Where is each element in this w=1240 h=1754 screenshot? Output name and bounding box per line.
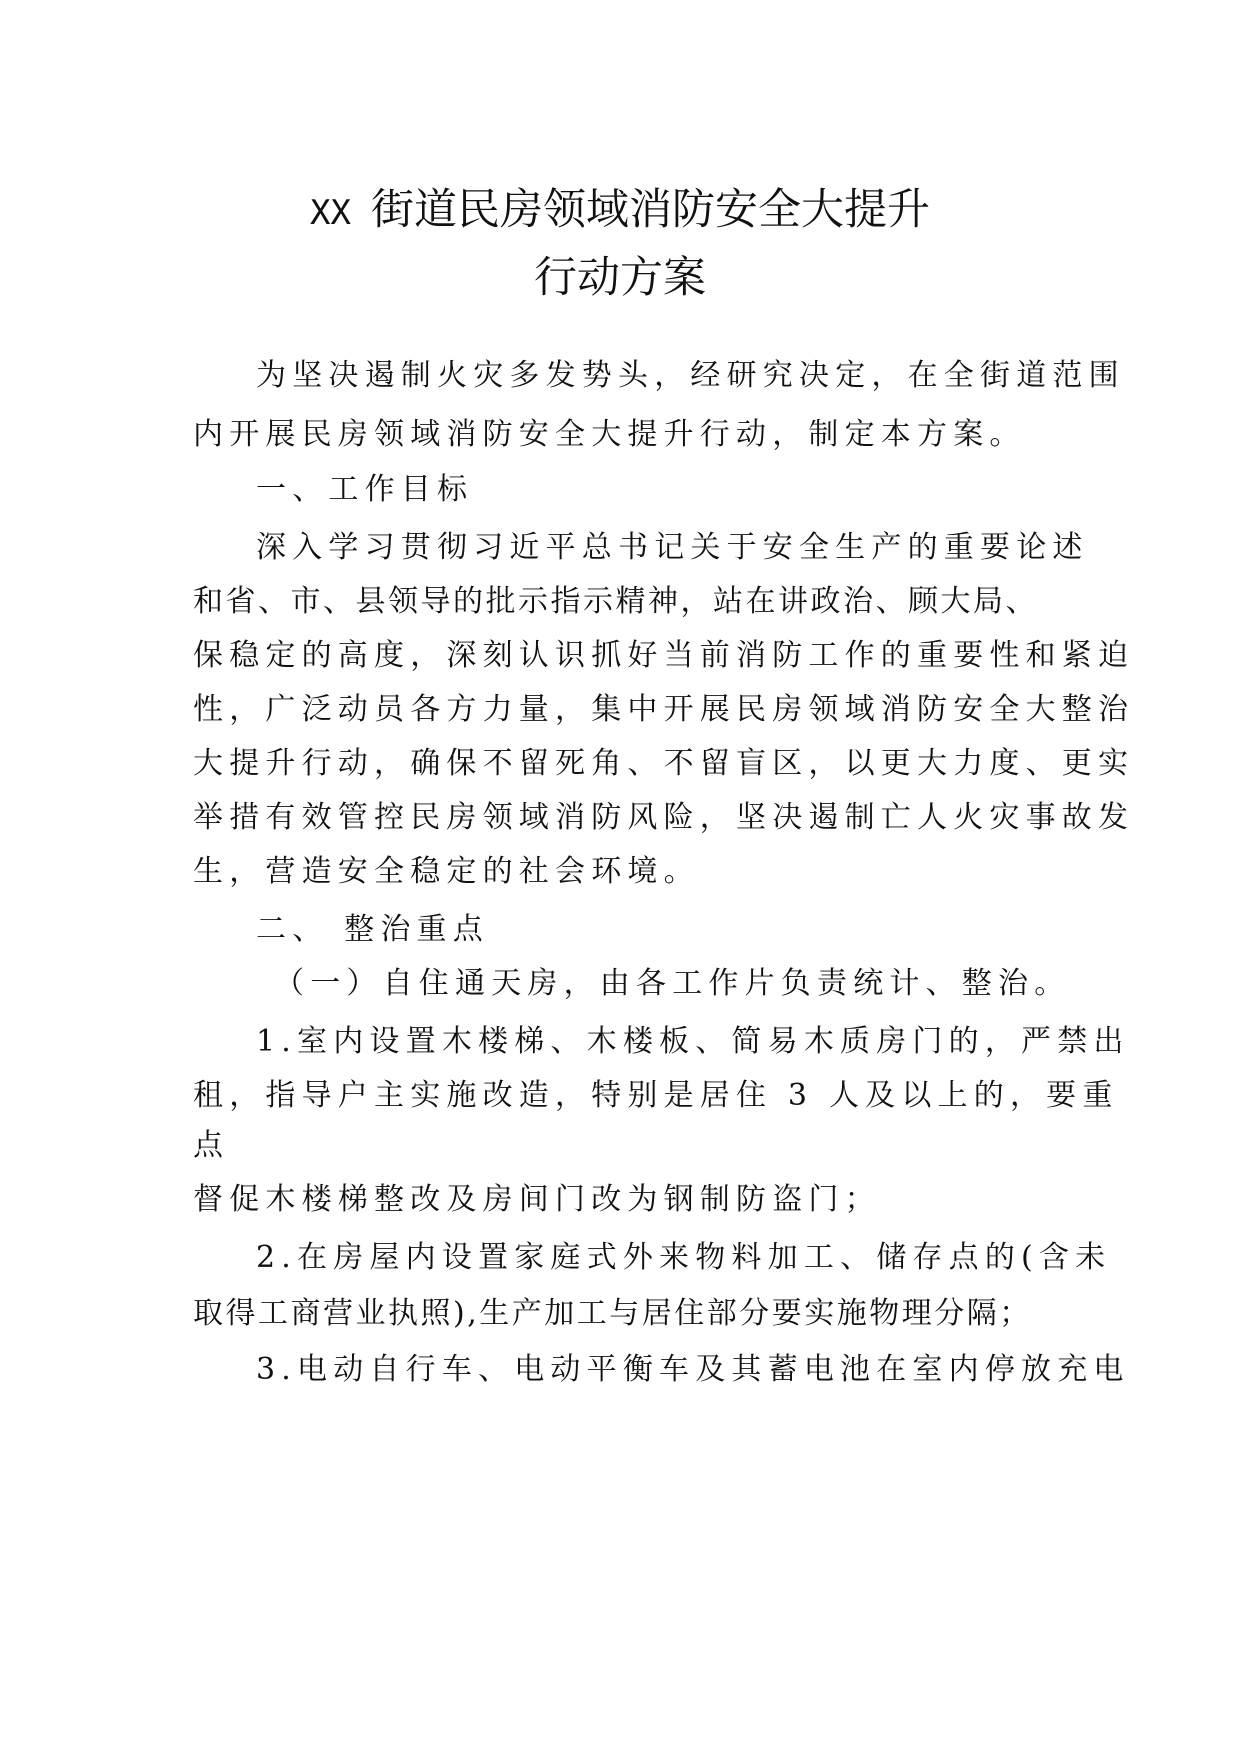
goals-paragraph-line: 和省、市、县领导的批示指示精神，站在讲政治、顾大局、: [193, 584, 1038, 619]
intro-paragraph-line: 为坚决遏制火灾多发势头，经研究决定，在全街道范围: [256, 358, 1125, 393]
goals-paragraph-line: 大提升行动，确保不留死角、不留盲区，以更大力度、更实: [193, 746, 1135, 781]
goals-paragraph-line: 深入学习贯彻习近平总书记关于安全生产的重要论述: [256, 530, 1089, 565]
list-item-line: 2.在房屋内设置家庭式外来物料加工、储存点的(含未: [256, 1240, 1112, 1275]
section-heading-key-areas: 二、 整治重点: [256, 912, 489, 947]
section-heading-goals: 一、工作目标: [256, 472, 474, 507]
list-item-line: 取得工商营业执照),生产加工与居住部分要实施物理分隔；: [193, 1296, 1032, 1331]
goals-paragraph-line: 性，广泛动员各方力量，集中开展民房领域消防安全大整治: [193, 692, 1135, 727]
document-title-line-2: 行动方案: [534, 253, 706, 303]
goals-paragraph-line: 保稳定的高度，深刻认识抓好当前消防工作的重要性和紧迫: [193, 638, 1135, 673]
list-item-line: 3.电动自行车、电动平衡车及其蓄电池在室内停放充电: [256, 1352, 1130, 1387]
list-item-line: 督促木楼梯整改及房间门改为钢制防盗门；: [193, 1182, 881, 1217]
title-text: 街道民房领域消防安全大提升: [370, 185, 930, 235]
intro-paragraph-line: 内开展民房领域消防安全大提升行动，制定本方案。: [193, 417, 1026, 452]
list-item-line: 点: [193, 1128, 230, 1163]
list-item-line: 租，指导户主实施改造，特别是居住 3 人及以上的，要重: [193, 1078, 1119, 1113]
title-prefix: XX: [310, 193, 351, 233]
subsection-heading: （一）自住通天房，由各工作片负责统计、整治。: [274, 966, 1071, 1001]
goals-paragraph-line: 举措有效管控民房领域消防风险，坚决遏制亡人火灾事故发: [193, 800, 1135, 835]
document-title-line-1: [0, 180, 1240, 243]
goals-paragraph-line: 生，营造安全稳定的社会环境。: [193, 854, 700, 889]
list-item-line: 1.室内设置木楼梯、木楼板、简易木质房门的，严禁出: [256, 1024, 1130, 1059]
